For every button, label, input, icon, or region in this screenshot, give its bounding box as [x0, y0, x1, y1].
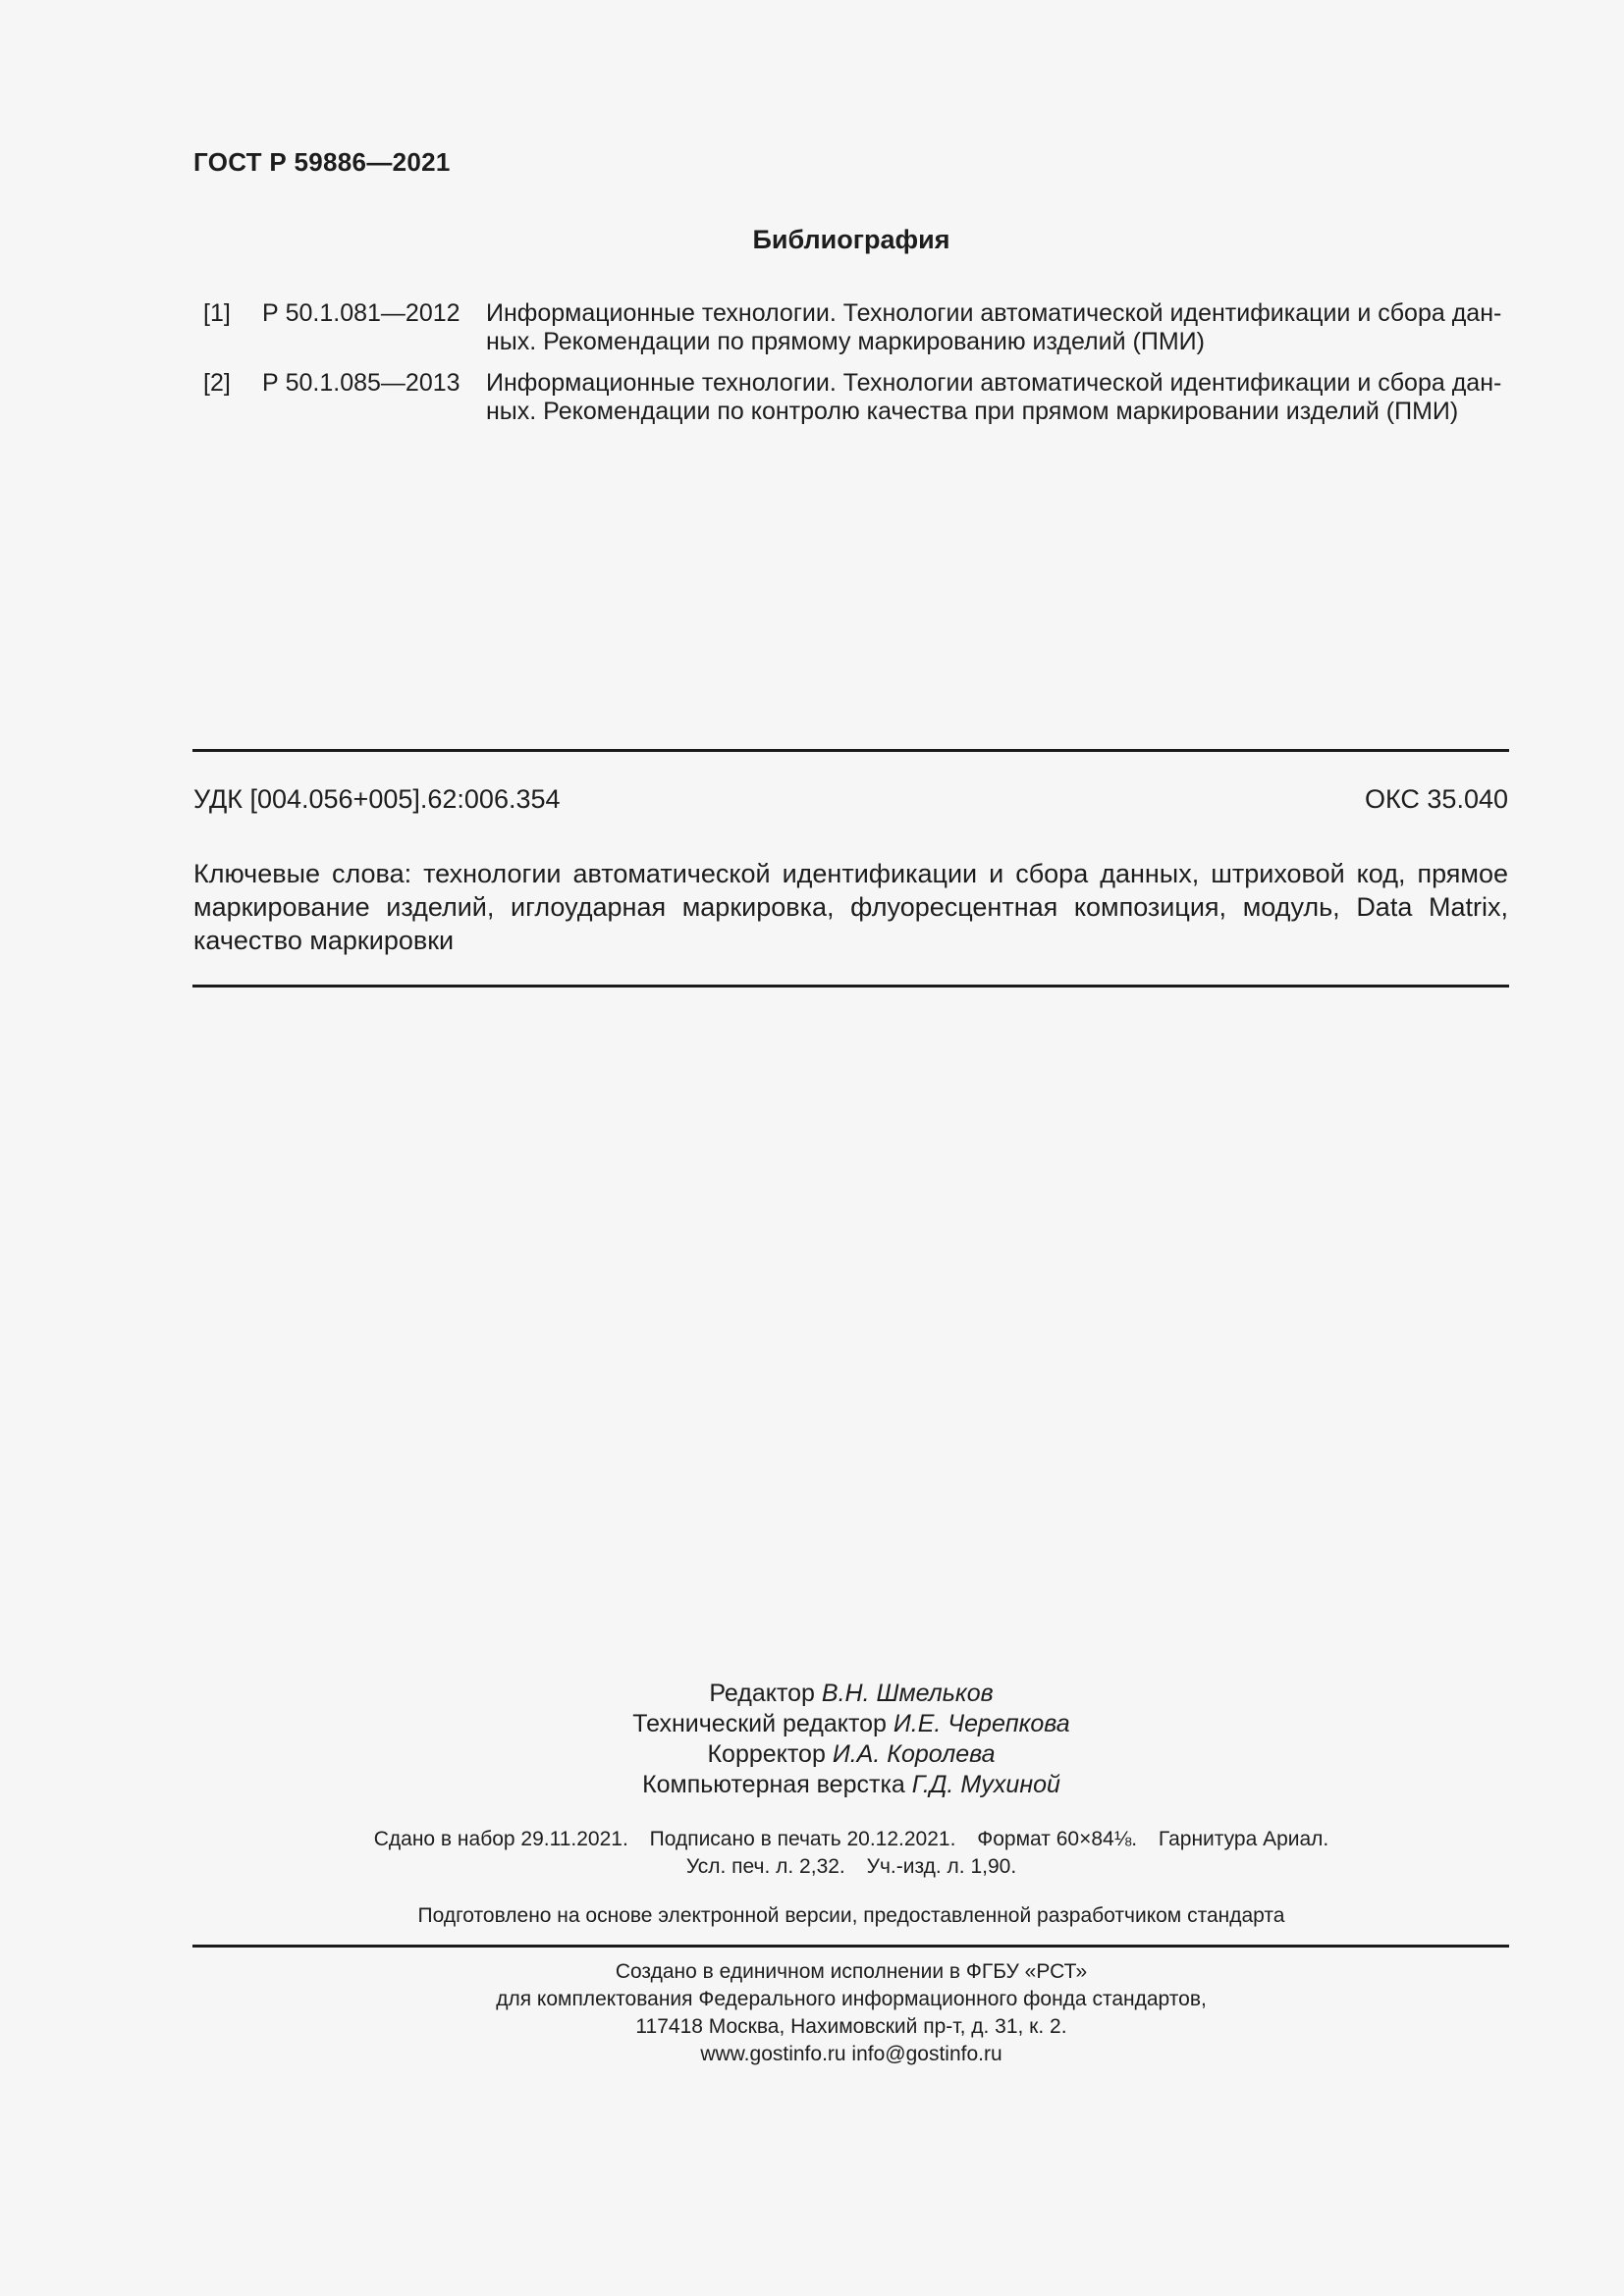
publisher-website-link[interactable]: www.gostinfo.ru — [700, 2043, 846, 2065]
reference-title: Информационные технологии. Технологии автоматической идентификации и сбора дан- ных. Рекомендации по контролю качества при прямом маркировании изделий (ПМИ) — [486, 369, 1502, 425]
keywords-line: маркирование изделий, иглоударная маркировка, флуоресцентная композиция, модуль, Data Matrix, — [193, 892, 1508, 922]
imprint-block — [193, 1826, 1509, 1881]
credit-technical-editor: Технический редактор И.Е. Черепкова — [632, 1710, 1070, 1737]
credits-block — [193, 1679, 1509, 1800]
imprint-format: Формат 60×84⅛. — [977, 1828, 1138, 1850]
prepared-note: Подготовлено на основе электронной версии, предоставленной разработчиком стандарта — [417, 1904, 1285, 1927]
imprint-submitted: Сдано в набор 29.11.2021. — [373, 1828, 628, 1850]
reference-code: Р 50.1.085—2013 — [262, 369, 460, 397]
publisher-address: 117418 Москва, Нахимовский пр-т, д. 31, к. 2. — [635, 2015, 1067, 2038]
publisher-email-link[interactable]: info@gostinfo.ru — [851, 2043, 1002, 2065]
reference-code: Р 50.1.081—2012 — [262, 299, 460, 327]
publisher-line: для комплектования Федерального информационного фонда стандартов, — [496, 1988, 1207, 2010]
imprint-signed: Подписано в печать 20.12.2021. — [649, 1828, 956, 1850]
publisher-block — [193, 1958, 1509, 2068]
imprint-print-sheets: Усл. печ. л. 2,32. — [685, 1855, 845, 1878]
credit-layout: Компьютерная верстка Г.Д. Мухиной — [642, 1771, 1060, 1798]
keywords-paragraph — [193, 857, 1508, 957]
oks-code: ОКС 35.040 — [1364, 784, 1508, 814]
publisher-line: Создано в единичном исполнении в ФГБУ «РСТ» — [615, 1960, 1088, 1983]
credit-editor: Редактор В.Н. Шмельков — [709, 1680, 994, 1707]
credit-proofreader: Корректор И.А. Королева — [707, 1740, 996, 1768]
reference-number: [2] — [203, 369, 231, 397]
udk-code: УДК [004.056+005].62:006.354 — [193, 784, 561, 814]
bibliography-title: Библиография — [752, 225, 950, 254]
reference-number: [1] — [203, 299, 231, 327]
divider-publisher — [192, 1945, 1509, 1948]
keywords-line: качество маркировки — [193, 926, 455, 955]
divider-top — [192, 749, 1509, 752]
keywords-line: Ключевые слова: технологии автоматической идентификации и сбора данных, штриховой код, прямое — [193, 859, 1508, 888]
imprint-edit-sheets: Уч.-изд. л. 1,90. — [866, 1855, 1017, 1878]
imprint-font: Гарнитура Ариал. — [1158, 1828, 1329, 1850]
reference-title: Информационные технологии. Технологии автоматической идентификации и сбора дан- ных. Рекомендации по прямому маркированию изделий (ПМИ) — [486, 299, 1502, 355]
document-code: ГОСТ Р 59886—2021 — [193, 147, 451, 177]
divider-bottom — [192, 985, 1509, 988]
